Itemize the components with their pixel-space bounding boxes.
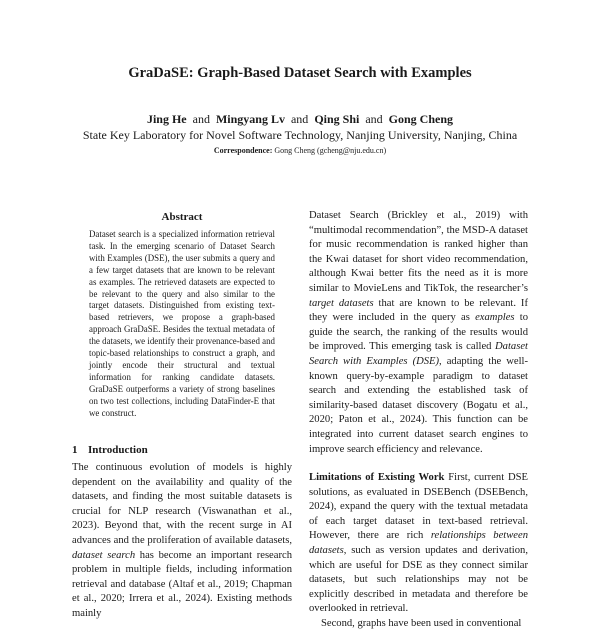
author-separator: and [192,112,210,126]
text-part: , adapting the well-known query-by-example paradigm to dataset search and extending the established task of similarity-based dataset discovery (Bogatu et al., 2020; Paton et al., 2024). This function can be integrated into current dataset search engines to improve search efficiency and relevance. [309,355,528,455]
text-part: Dataset Search (Brickley et al., 2019) with “multimodal recommendation”, the MSD-A dataset for music recommendation is ranked higher than the Kwai dataset for short video recommendation, although Kwai better fits the need as it is more similar to MovieLens and TikTok, the researcher’s [309,210,528,294]
emphasis: Dataset Search with Examples (DSE) [309,341,528,367]
right-paragraph-2 [309,471,528,617]
author-name: Mingyang Lv [215,112,285,126]
right-paragraph-3 [309,617,528,632]
right-column [309,209,529,630]
emphasis: examples [475,312,515,324]
paper-title: GraDaSE: Graph-Based Dataset Search with Examples [128,65,472,81]
affiliation: State Key Laboratory for Novel Software Technology, Nanjing University, Nanjing, China [82,128,518,142]
right-paragraph-1 [309,209,528,457]
paragraph-run-in-heading: Limitations of Existing Work [309,472,445,484]
author-name: Jing He [146,112,187,126]
emphasis: relationships between datasets [309,530,529,557]
abstract-text: Dataset search is a specialized information retrieval task. In the emerging scenario of Dataset Search with Examples (DSE), the user submits a query and a few target datasets that are known to be relevant as examples. The retrieved datasets are expected to be relevant to the query and also similar to the target datasets. Distinguished from existing text-based retrievers, we propose a graph-based approach GraDaSE. Besides the textual metadata of the datasets, we identify their provenance-based and topic-based relationships to construct a graph, and jointly encode their structural and textual information for ranking candidate datasets. GraDaSE outperforms a variety of strong baselines on two test collections, including DataFinder-E that we construct. [89,229,275,418]
intro-emphasis: dataset search [72,549,136,561]
section-number: 1 [72,444,78,456]
author-list [0,111,600,127]
text-part: to guide the search, the ranking of the results would be improved. This emerging task is called [309,312,529,353]
text-part: , such as version updates and derivation, which are useful for DSE as they connect similar datasets, but such relationships may not be explicitly described in metadata and therefore be overlooked in retrieval. [309,545,528,615]
abstract-heading: Abstract [161,211,203,223]
author-name: Qing Shi [314,112,360,126]
correspondence [0,145,600,157]
section-title: Introduction [88,444,148,456]
intro-text-part: has become an important research problem in multiple fields, including information retrieval and database (Altaf et al., 2019; Chapman et al., 2020; Irrera et al., 2024). Existing methods mainly [72,549,292,619]
author-name: Gong Cheng [388,112,454,126]
author-separator: and [290,112,309,126]
correspondence-label: Correspondence: [213,146,273,155]
correspondence-text: Gong Cheng (gcheng@nju.edu.cn) [274,146,387,155]
text-part: First, current DSE solutions, as evaluated in DSEBench (DSEBench, 2024), expand the query with the textual metadata of each target dataset in text-based retrieval. However, there are rich [309,472,528,542]
author-separator: and [365,112,383,126]
intro-text-part: The continuous evolution of models is highly dependent on the availability and quality of the datasets, and finding the most suitable datasets is crucial for NLP research (Viswanathan et al., 2023). Beyond that, with the recent surge in AI advances and the proliferation of available datasets, [72,462,292,546]
introduction-paragraph [72,461,292,619]
section-heading-introduction [72,443,292,457]
emphasis: target datasets [309,297,374,309]
text-part: that are known to be relevant. If they were included in the query as [309,297,528,324]
text-part: Second, graphs have been used in conventional [321,618,522,630]
